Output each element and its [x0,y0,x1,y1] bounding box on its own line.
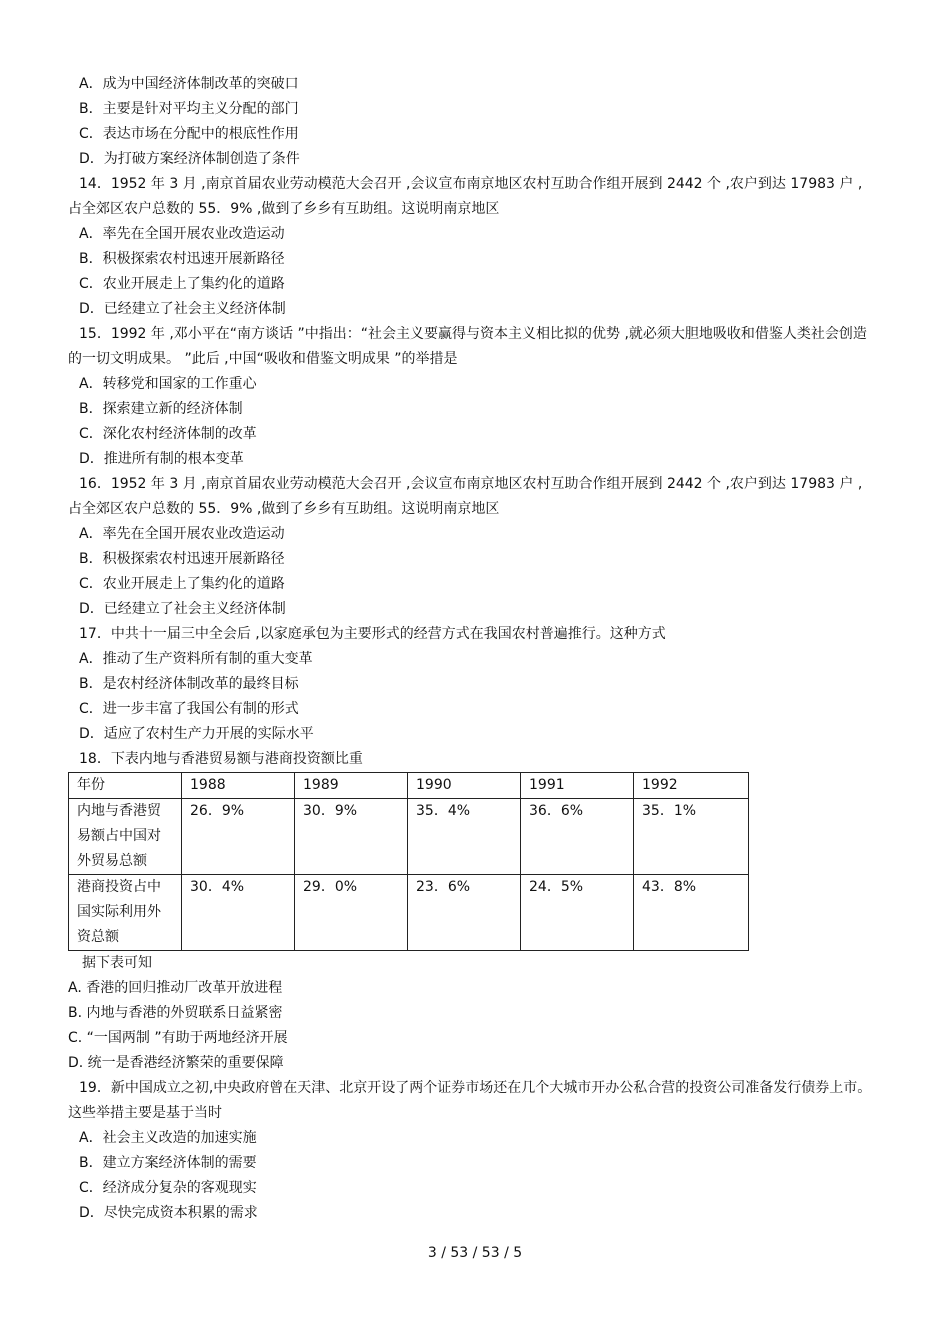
answer-option: A．率先在全国开展农业改造运动 [79,526,285,542]
answer-option: C．农业开展走上了集约化的道路 [79,276,285,292]
answer-option: C. “一国两制 ”有助于两地经济开展 [68,1030,288,1046]
question-text: 占全郊区农户总数的 55．9% ,做到了乡乡有互助组。这说明南京地区 [68,201,500,217]
table-cell: 30．9% [295,799,408,875]
answer-option: A. 香港的回归推动厂改革开放进程 [68,980,283,996]
question-text: 19．新中国成立之初,中央政府曾在天津、北京开设了两个证券市场还在几个大城市开办公私合营的投资公司准备发行债券上市。 [79,1080,872,1096]
answer-option: D．推进所有制的根本变革 [79,451,244,467]
question-text: 的一切文明成果。 ”此后 ,中国“吸收和借鉴文明成果 ”的举措是 [68,351,458,367]
answer-option: B．积极探索农村迅速开展新路径 [79,551,285,567]
answer-option: D．适应了农村生产力开展的实际水平 [79,726,314,742]
table-cell: 26．9% [182,799,295,875]
row-label-line: 外贸易总额 [77,853,147,869]
answer-option: B．是农村经济体制改革的最终目标 [79,676,299,692]
answer-option: D. 统一是香港经济繁荣的重要保障 [68,1055,284,1071]
answer-option: B．积极探索农村迅速开展新路径 [79,251,285,267]
answer-option: B．主要是针对平均主义分配的部门 [79,101,299,117]
answer-option: D．尽快完成资本积累的需求 [79,1205,258,1221]
table-cell: 24．5% [521,875,634,951]
row-label-cell [69,875,182,951]
row-label-line: 内地与香港贸 [77,803,161,819]
question-text: 16．1952 年 3 月 ,南京首届农业劳动模范大会召开 ,会议宣布南京地区农村互助合作组开展到 2442 个 ,农户到达 17983 户 , [79,476,863,492]
table-cell: 30．4% [182,875,295,951]
answer-option: A．推动了生产资料所有制的重大变革 [79,651,313,667]
table-header-cell: 1992 [634,773,749,799]
table-cell: 36．6% [521,799,634,875]
answer-option: C．深化农村经济体制的改革 [79,426,257,442]
table-header-cell: 1989 [295,773,408,799]
table-cell: 35．1% [634,799,749,875]
row-label-cell [69,799,182,875]
answer-option: A．社会主义改造的加速实施 [79,1130,257,1146]
table-cell: 35．4% [408,799,521,875]
answer-option: B. 内地与香港的外贸联系日益紧密 [68,1005,283,1021]
table-header-cell: 年份 [69,773,182,799]
table-header-cell: 1988 [182,773,295,799]
page-number: 3 / 53 / 53 / 5 [427,1245,523,1261]
answer-option: C．表达市场在分配中的根底性作用 [79,126,299,142]
row-label-line: 港商投资占中 [77,879,161,895]
answer-option: D．为打破方案经济体制创造了条件 [79,151,300,167]
trade-investment-table [68,772,749,951]
answer-option: C．经济成分复杂的客观现实 [79,1180,257,1196]
table-cell: 29．0% [295,875,408,951]
table-row [69,799,749,875]
question-block-top [68,72,898,772]
table-header-row [69,773,749,799]
answer-option: C．农业开展走上了集约化的道路 [79,576,285,592]
table-note: 据下表可知 [82,955,152,971]
table-header-cell: 1990 [408,773,521,799]
row-label-line: 易额占中国对 [77,828,161,844]
question-text: 17．中共十一届三中全会后 ,以家庭承包为主要形式的经营方式在我国农村普遍推行。这种方式 [79,626,666,642]
answer-option: A．转移党和国家的工作重心 [79,376,257,392]
row-label-line: 国实际利用外 [77,904,161,920]
question-text: 占全郊区农户总数的 55．9% ,做到了乡乡有互助组。这说明南京地区 [68,501,500,517]
document-page [68,72,898,1226]
answer-option: B．探索建立新的经济体制 [79,401,243,417]
question-text: 这些举措主要是基于当时 [68,1105,222,1121]
table-row [69,875,749,951]
answer-option: D．已经建立了社会主义经济体制 [79,601,286,617]
question-text: 14．1952 年 3 月 ,南京首届农业劳动模范大会召开 ,会议宣布南京地区农村互助合作组开展到 2442 个 ,农户到达 17983 户 , [79,176,863,192]
table-header-cell: 1991 [521,773,634,799]
answer-option: B．建立方案经济体制的需要 [79,1155,257,1171]
answer-option: A．率先在全国开展农业改造运动 [79,226,285,242]
question-block-bottom [68,951,898,1226]
table-cell: 43．8% [634,875,749,951]
row-label-line: 资总额 [77,929,119,945]
question-text: 15．1992 年 ,邓小平在“南方谈话 ”中指出：“社会主义要赢得与资本主义相比拟的优势 ,就必须大胆地吸收和借鉴人类社会创造 [79,326,867,342]
answer-option: A．成为中国经济体制改革的突破口 [79,76,299,92]
table-cell: 23．6% [408,875,521,951]
question-text: 18．下表内地与香港贸易额与港商投资额比重 [79,751,363,767]
answer-option: D．已经建立了社会主义经济体制 [79,301,286,317]
answer-option: C．进一步丰富了我国公有制的形式 [79,701,299,717]
